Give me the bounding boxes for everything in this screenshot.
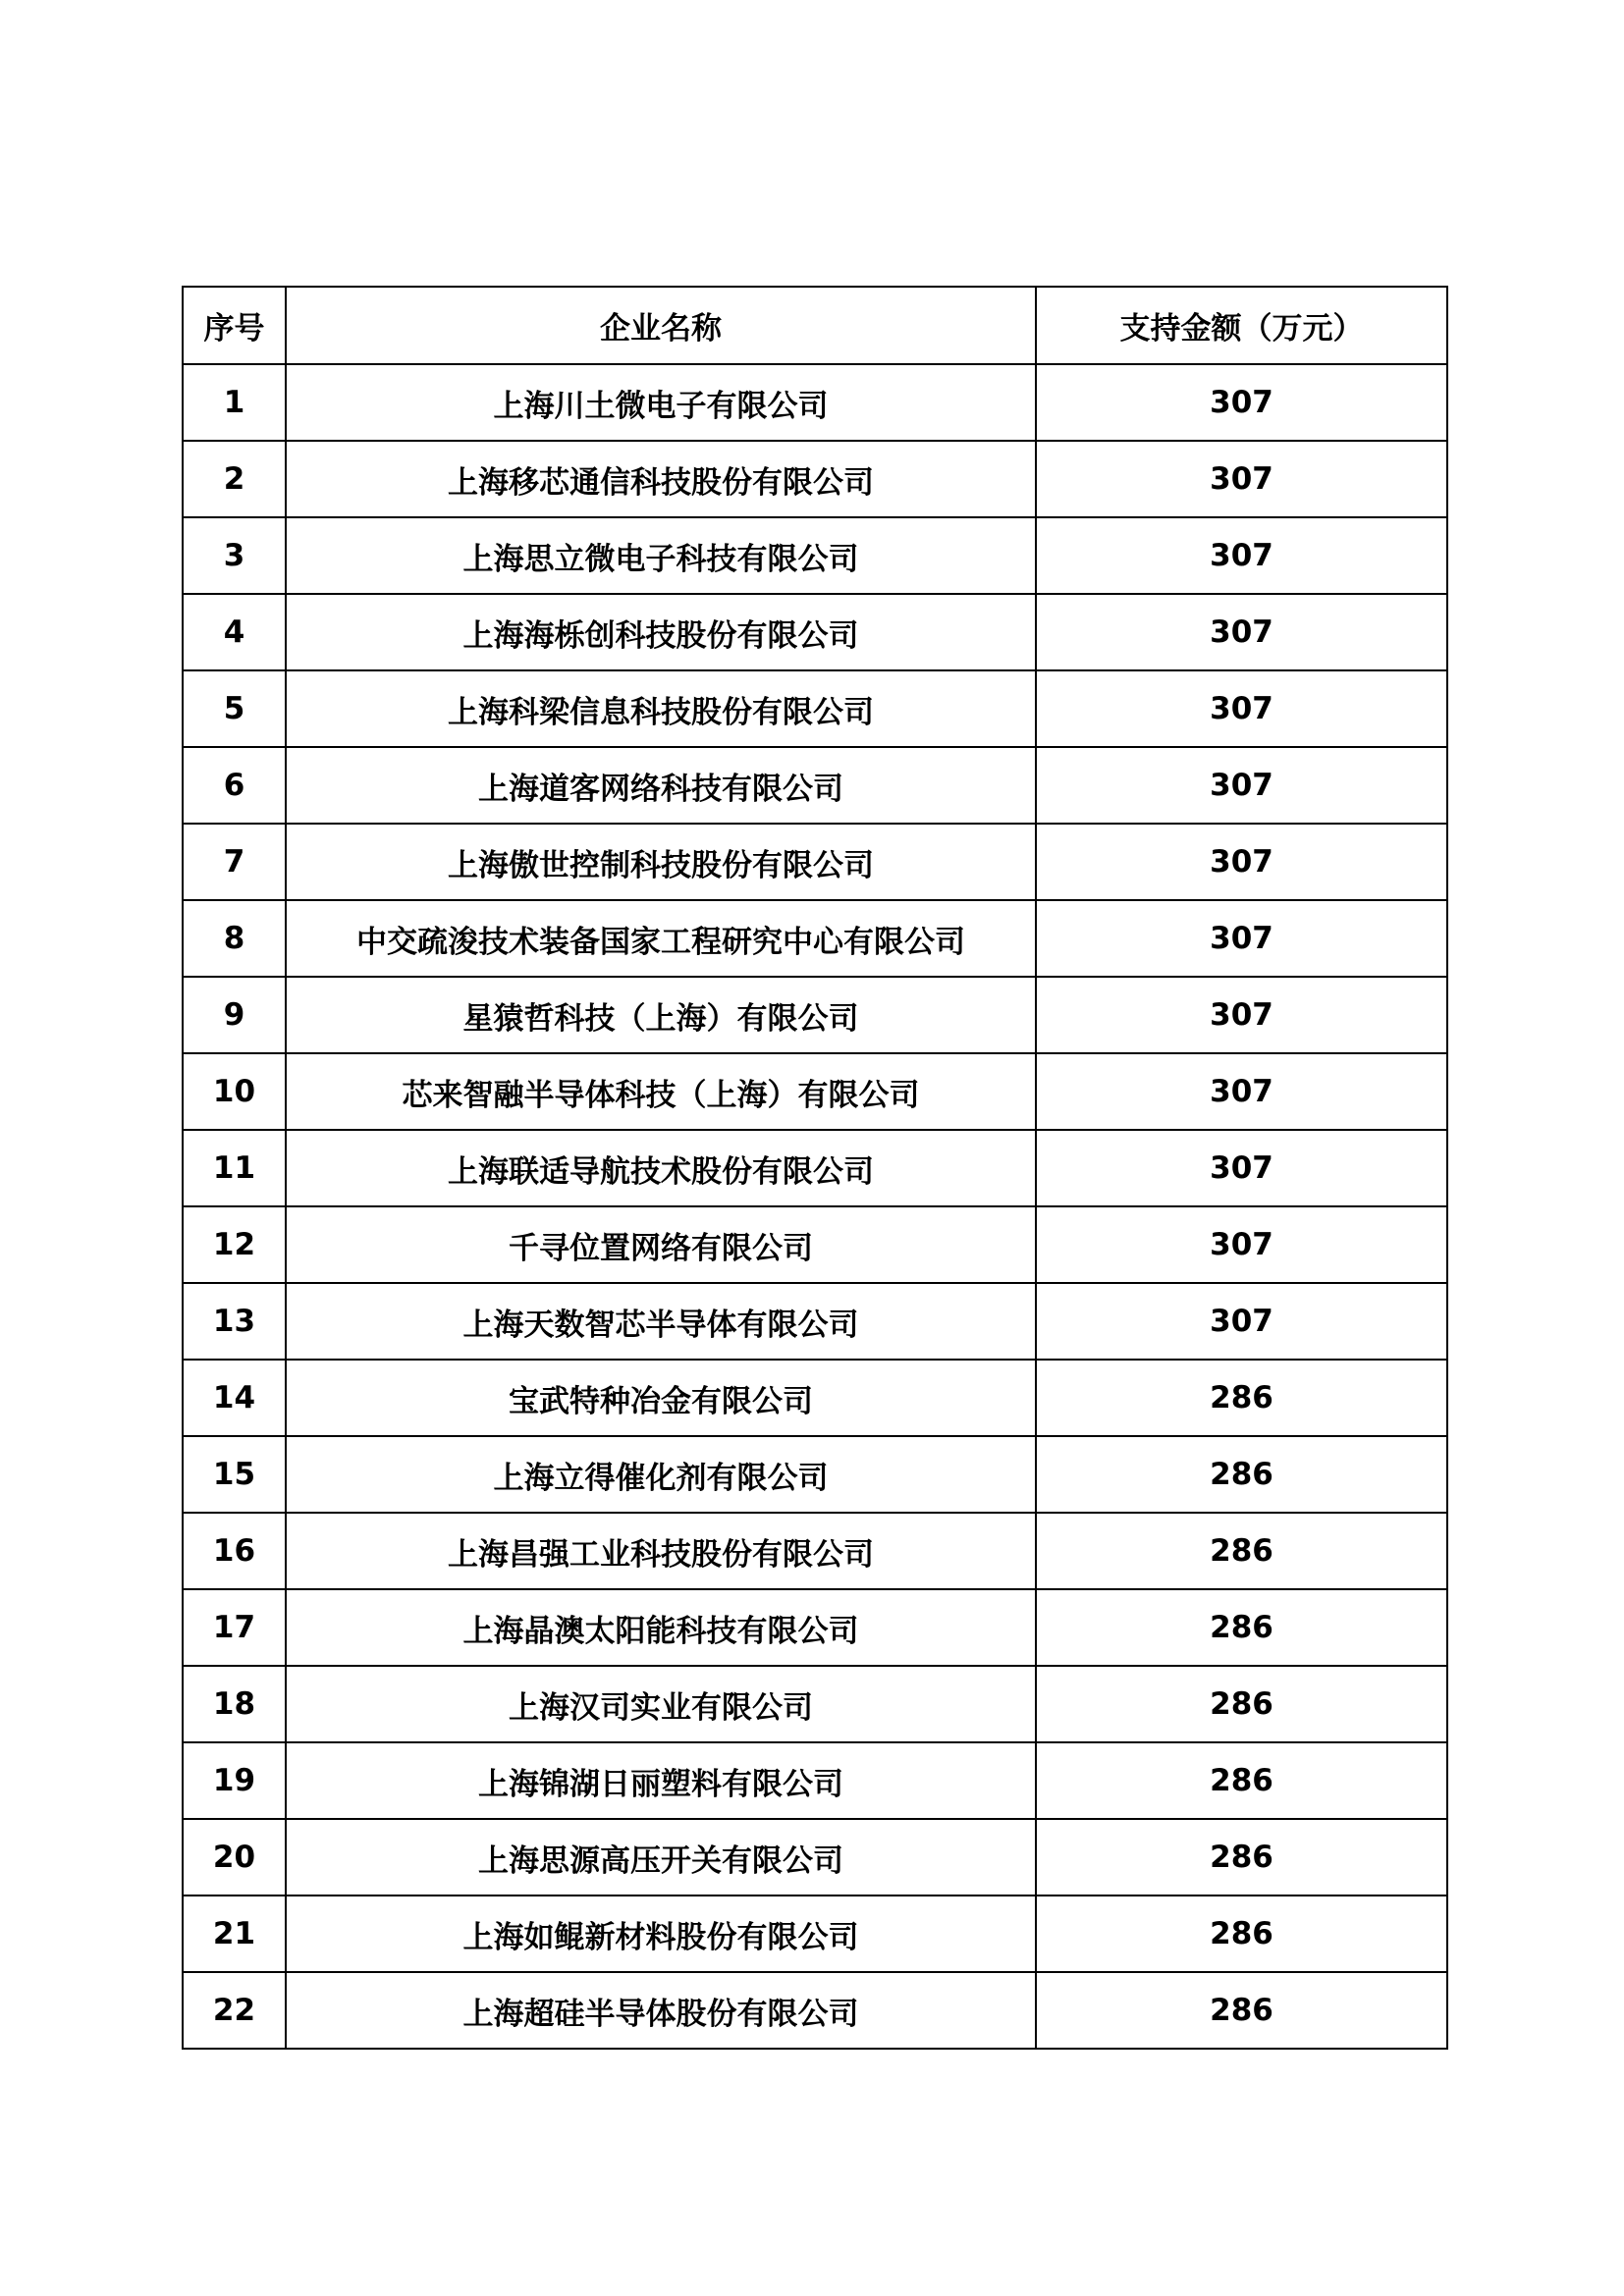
row-amount-cell: 307 xyxy=(1036,1206,1447,1283)
row-amount-cell: 307 xyxy=(1036,1130,1447,1206)
row-seq-cell: 5 xyxy=(183,670,286,747)
table-row xyxy=(183,1819,1447,1896)
row-amount-cell: 307 xyxy=(1036,441,1447,517)
row-company-name-cell: 上海傲世控制科技股份有限公司 xyxy=(286,824,1036,900)
row-seq-cell: 10 xyxy=(183,1053,286,1130)
table-row xyxy=(183,517,1447,594)
row-amount-cell: 307 xyxy=(1036,517,1447,594)
header-company-name: 企业名称 xyxy=(286,287,1036,364)
row-company-name-cell: 上海川土微电子有限公司 xyxy=(286,364,1036,441)
row-seq-cell: 13 xyxy=(183,1283,286,1360)
table-row xyxy=(183,1053,1447,1130)
table-row xyxy=(183,1436,1447,1513)
row-amount-cell: 286 xyxy=(1036,1742,1447,1819)
table-row xyxy=(183,1513,1447,1589)
row-amount-cell: 286 xyxy=(1036,1589,1447,1666)
row-company-name-cell: 上海锦湖日丽塑料有限公司 xyxy=(286,1742,1036,1819)
row-seq-cell: 4 xyxy=(183,594,286,670)
table-row xyxy=(183,977,1447,1053)
row-company-name-cell: 上海天数智芯半导体有限公司 xyxy=(286,1283,1036,1360)
row-amount-cell: 307 xyxy=(1036,670,1447,747)
row-amount-cell: 286 xyxy=(1036,1819,1447,1896)
row-amount-cell: 307 xyxy=(1036,1283,1447,1360)
row-seq-cell: 21 xyxy=(183,1896,286,1972)
row-company-name-cell: 宝武特种冶金有限公司 xyxy=(286,1360,1036,1436)
table-header-row xyxy=(183,287,1447,364)
row-seq-cell: 8 xyxy=(183,900,286,977)
table-row xyxy=(183,670,1447,747)
row-seq-cell: 3 xyxy=(183,517,286,594)
row-company-name-cell: 上海科梁信息科技股份有限公司 xyxy=(286,670,1036,747)
row-amount-cell: 307 xyxy=(1036,364,1447,441)
row-seq-cell: 6 xyxy=(183,747,286,824)
row-seq-cell: 16 xyxy=(183,1513,286,1589)
table-row xyxy=(183,594,1447,670)
row-seq-cell: 1 xyxy=(183,364,286,441)
row-company-name-cell: 上海海栎创科技股份有限公司 xyxy=(286,594,1036,670)
table-row xyxy=(183,747,1447,824)
row-seq-cell: 17 xyxy=(183,1589,286,1666)
row-amount-cell: 307 xyxy=(1036,977,1447,1053)
row-amount-cell: 286 xyxy=(1036,1513,1447,1589)
row-seq-cell: 2 xyxy=(183,441,286,517)
row-amount-cell: 286 xyxy=(1036,1360,1447,1436)
row-seq-cell: 15 xyxy=(183,1436,286,1513)
row-company-name-cell: 上海晶澳太阳能科技有限公司 xyxy=(286,1589,1036,1666)
row-seq-cell: 7 xyxy=(183,824,286,900)
row-company-name-cell: 上海思立微电子科技有限公司 xyxy=(286,517,1036,594)
row-amount-cell: 286 xyxy=(1036,1972,1447,2049)
table-row xyxy=(183,1666,1447,1742)
table-row xyxy=(183,1742,1447,1819)
row-amount-cell: 286 xyxy=(1036,1436,1447,1513)
table-row xyxy=(183,900,1447,977)
table-row xyxy=(183,1130,1447,1206)
row-company-name-cell: 上海立得催化剂有限公司 xyxy=(286,1436,1036,1513)
row-company-name-cell: 星猿哲科技（上海）有限公司 xyxy=(286,977,1036,1053)
row-seq-cell: 19 xyxy=(183,1742,286,1819)
row-seq-cell: 9 xyxy=(183,977,286,1053)
row-company-name-cell: 上海思源高压开关有限公司 xyxy=(286,1819,1036,1896)
table-row xyxy=(183,1360,1447,1436)
table-row xyxy=(183,441,1447,517)
table-row xyxy=(183,1206,1447,1283)
row-company-name-cell: 上海移芯通信科技股份有限公司 xyxy=(286,441,1036,517)
table-body xyxy=(183,364,1447,2049)
company-funding-table xyxy=(182,286,1448,2050)
table-row xyxy=(183,364,1447,441)
row-amount-cell: 286 xyxy=(1036,1896,1447,1972)
row-amount-cell: 286 xyxy=(1036,1666,1447,1742)
row-amount-cell: 307 xyxy=(1036,594,1447,670)
row-company-name-cell: 上海汉司实业有限公司 xyxy=(286,1666,1036,1742)
table-row xyxy=(183,1589,1447,1666)
row-company-name-cell: 上海如鲲新材料股份有限公司 xyxy=(286,1896,1036,1972)
row-amount-cell: 307 xyxy=(1036,747,1447,824)
row-seq-cell: 22 xyxy=(183,1972,286,2049)
row-company-name-cell: 上海联适导航技术股份有限公司 xyxy=(286,1130,1036,1206)
row-company-name-cell: 芯来智融半导体科技（上海）有限公司 xyxy=(286,1053,1036,1130)
row-seq-cell: 18 xyxy=(183,1666,286,1742)
table-row xyxy=(183,1283,1447,1360)
row-seq-cell: 14 xyxy=(183,1360,286,1436)
table-row xyxy=(183,1972,1447,2049)
row-company-name-cell: 上海超硅半导体股份有限公司 xyxy=(286,1972,1036,2049)
row-seq-cell: 12 xyxy=(183,1206,286,1283)
row-amount-cell: 307 xyxy=(1036,900,1447,977)
row-company-name-cell: 上海道客网络科技有限公司 xyxy=(286,747,1036,824)
table-row xyxy=(183,824,1447,900)
row-amount-cell: 307 xyxy=(1036,1053,1447,1130)
row-amount-cell: 307 xyxy=(1036,824,1447,900)
header-support-amount: 支持金额（万元） xyxy=(1036,287,1447,364)
table-row xyxy=(183,1896,1447,1972)
header-seq: 序号 xyxy=(183,287,286,364)
row-company-name-cell: 上海昌强工业科技股份有限公司 xyxy=(286,1513,1036,1589)
row-seq-cell: 20 xyxy=(183,1819,286,1896)
row-company-name-cell: 千寻位置网络有限公司 xyxy=(286,1206,1036,1283)
row-seq-cell: 11 xyxy=(183,1130,286,1206)
row-company-name-cell: 中交疏浚技术装备国家工程研究中心有限公司 xyxy=(286,900,1036,977)
